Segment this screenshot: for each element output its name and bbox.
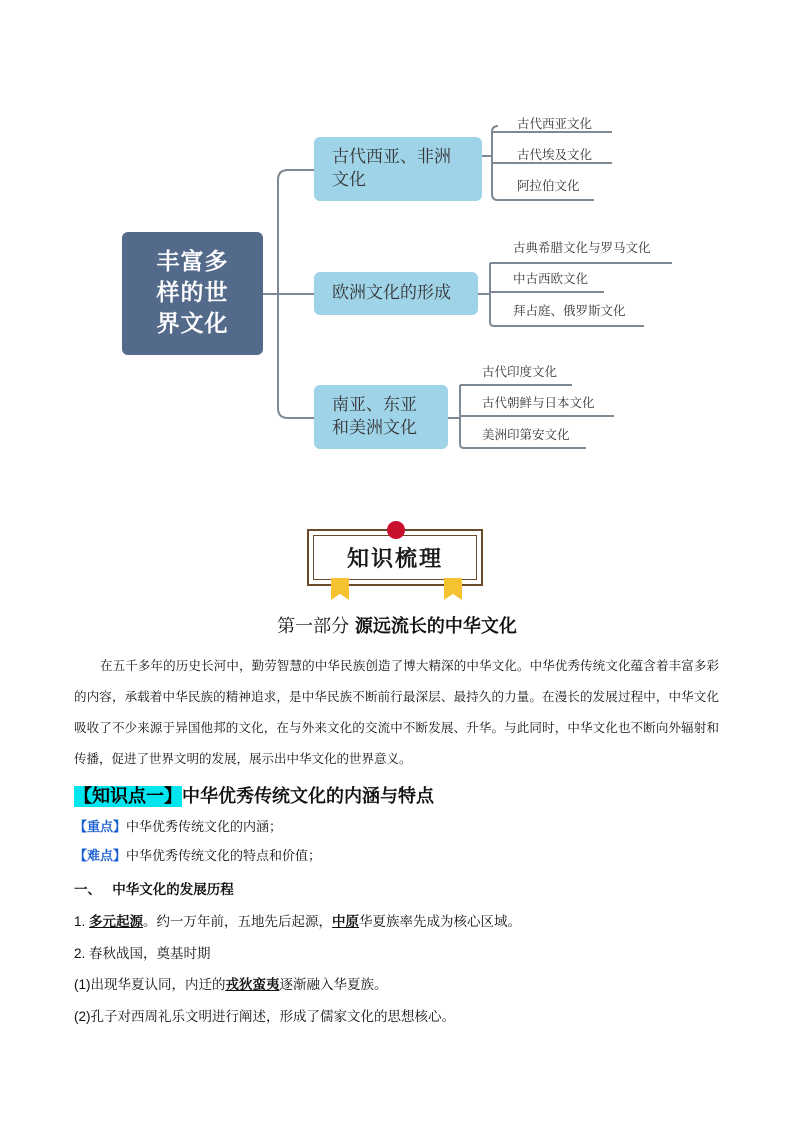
knowledge-point-tag: 【知识点一】 — [74, 786, 182, 807]
heading-num: 一、 — [74, 882, 101, 897]
section-part: 第一部分 — [277, 616, 350, 637]
banner-title: 知识梳理 — [313, 535, 477, 580]
mindmap-leaf: 拜占庭、俄罗斯文化 — [513, 303, 626, 318]
item-1-rest: 华夏族率先成为核心区域。 — [359, 914, 522, 929]
item-3-text: (1)出现华夏认同，内迁的 — [74, 977, 226, 992]
key-point-text: 中华优秀传统文化的内涵； — [126, 820, 283, 835]
mindmap-leaf: 中古西欧文化 — [513, 271, 589, 286]
item-3-rest: 逐渐融入华夏族。 — [279, 977, 388, 992]
mindmap-leaf: 古代西亚文化 — [517, 116, 593, 131]
mindmap-leaf: 阿拉伯文化 — [517, 178, 580, 193]
item-2: 2. 春秋战国，奠基时期 — [74, 946, 211, 961]
item-1 — [74, 910, 521, 930]
ribbon-icon — [331, 578, 349, 600]
difficult-point — [74, 845, 321, 864]
ribbon-icon — [444, 578, 462, 600]
item-1-num: 1. — [74, 914, 86, 929]
intro-paragraph: 在五千多年的历史长河中，勤劳智慧的中华民族创造了博大精深的中华文化。中华优秀传统文化蕴含着丰富多彩的内容，承载着中华民族的精神追求，是中华民族不断前行最深层、最持久的力量。在漫长的发展过程中，中华文化吸收了不少来源于异国他邦的文化，在与外来文化的交流中不断发展、升华。与此同时，中华文化也不断向外辐射和传播，促进了世界文明的发展，展示出中华文化的世界意义。 — [74, 658, 719, 766]
mindmap-branch-1: 古代西亚、非洲 文化 — [314, 137, 482, 201]
mindmap-root: 丰富多 样的世 界文化 — [122, 232, 263, 355]
knowledge-point-title: 中华优秀传统文化的内涵与特点 — [182, 786, 434, 807]
banner-pin-icon — [387, 521, 405, 539]
heading-development — [74, 878, 234, 898]
difficult-point-text: 中华优秀传统文化的特点和价值； — [126, 849, 322, 864]
item-1-text: 。约一万年前，五地先后起源， — [143, 914, 333, 929]
mindmap-branch-3: 南亚、东亚 和美洲文化 — [314, 385, 448, 449]
item-3 — [74, 973, 388, 993]
mindmap-branch-2: 欧洲文化的形成 — [314, 272, 478, 315]
item-4: (2)孔子对西周礼乐文明进行阐述，形成了儒家文化的思想核心。 — [74, 1009, 455, 1024]
section-title — [0, 612, 794, 638]
item-3-keyword: 戎狄蛮夷 — [225, 977, 280, 992]
key-point-tag: 【重点】 — [74, 820, 127, 835]
knowledge-point-heading — [74, 782, 434, 808]
mindmap-leaf: 古典希腊文化与罗马文化 — [513, 240, 651, 255]
key-point — [74, 816, 282, 835]
mindmap-leaf: 古代印度文化 — [482, 364, 558, 379]
item-1-keyword: 多元起源 — [89, 914, 144, 929]
section-name: 源远流长的中华文化 — [354, 616, 517, 637]
item-1-keyword-2: 中原 — [332, 914, 360, 929]
mindmap-leaf: 美洲印第安文化 — [482, 427, 570, 442]
heading-text: 中华文化的发展历程 — [112, 882, 234, 897]
mindmap-leaf: 古代朝鲜与日本文化 — [482, 395, 595, 410]
mindmap-leaf: 古代埃及文化 — [517, 147, 593, 162]
difficult-point-tag: 【难点】 — [74, 849, 127, 864]
